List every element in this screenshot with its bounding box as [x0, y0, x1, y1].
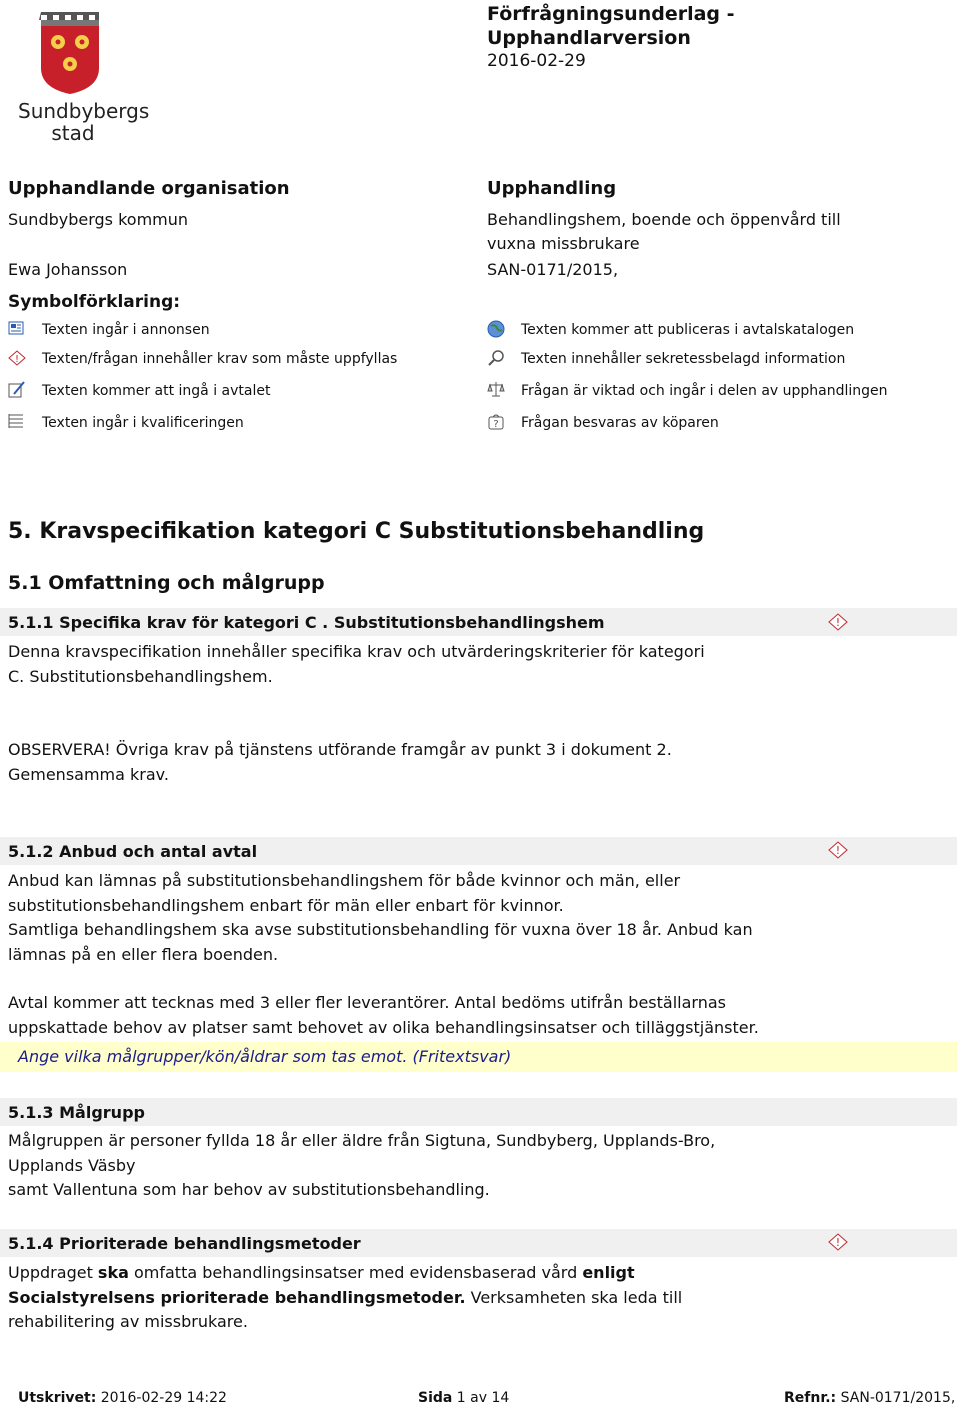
- question-text-5-1-3: Målgruppen är personer fyllda 18 år eller äldre från Sigtuna, Sundbyberg, Upplands-Bro, Upplands Väsby samt Vallentuna som har behov av substitutionsbehandling.: [8, 1131, 716, 1199]
- svg-text:!: !: [835, 844, 841, 857]
- legend-item-confidential: Texten innehåller sekretessbelagd information: [521, 351, 846, 367]
- requirement-warning-icon: [8, 350, 26, 366]
- magnifier-confidential-icon: [487, 349, 505, 367]
- procurement-ref: SAN-0171/2015,: [487, 260, 619, 279]
- question-text-5-1-4: Uppdraget ska omfatta behandlingsinsatser med evidensbaserad vård enligt Socialstyrelsens prioriterade behandlingsmetoder. Verksamheten ska leda till rehabilitering av missbrukare.: [8, 1263, 683, 1331]
- answer-prompt-5-1-2: Ange vilka målgrupper/kön/åldrar som tas emot. (Fritextsvar): [18, 1047, 512, 1066]
- org-heading: Upphandlande organisation: [8, 178, 290, 199]
- legend-item-contract: Texten kommer att ingå i avtalet: [42, 383, 271, 399]
- question-note-5-1-1: OBSERVERA! Övriga krav på tjänstens utförande framgår av punkt 3 i dokument 2. Gemensamma krav.: [8, 740, 672, 784]
- requirement-warning-icon: [828, 1233, 848, 1251]
- globe-catalog-icon: [487, 320, 505, 338]
- org-name: Sundbybergs kommun: [8, 210, 189, 229]
- coat-of-arms-icon: [8, 2, 133, 97]
- scales-weighted-icon: [487, 380, 505, 398]
- logo-name-line1: Sundbybergs: [18, 99, 150, 123]
- svg-text:!: !: [14, 354, 20, 365]
- svg-text:!: !: [835, 616, 841, 629]
- qualification-list-icon: [8, 413, 24, 429]
- buyer-answer-icon: [487, 413, 505, 431]
- procurement-name: Behandlingshem, boende och öppenvård till vuxna missbrukare: [487, 210, 841, 253]
- legend-item-requirement: Texten/frågan innehåller krav som måste uppfyllas: [42, 351, 398, 367]
- footer-page: Sida 1 av 14: [418, 1390, 510, 1406]
- question-text-5-1-1: Denna kravspecifikation innehåller specifika krav och utvärderingskriterier för kategori C. Substitutionsbehandlingshem.: [8, 642, 705, 686]
- question-title-5-1-1: 5.1.1 Specifika krav för kategori C . Substitutionsbehandlingshem: [8, 613, 605, 632]
- footer-printed: Utskrivet: 2016-02-29 14:22: [18, 1390, 227, 1406]
- question-title-5-1-3: 5.1.3 Målgrupp: [8, 1103, 145, 1122]
- question-text-5-1-2: Anbud kan lämnas på substitutionsbehandlingshem för både kvinnor och män, eller substitutionsbehandlingshem enbart för män eller enbart för kvinnor. Samtliga behandlingshem ska avse substitutionsbehandling för vuxna över 18 år. Anbud kan lämnas på en eller flera boenden.: [8, 871, 753, 964]
- requirement-warning-icon: [828, 841, 848, 859]
- footer-ref: Refnr.: SAN-0171/2015,: [784, 1390, 956, 1406]
- contract-pen-icon: [8, 380, 26, 398]
- question-text2-5-1-2: Avtal kommer att tecknas med 3 eller fler leverantörer. Antal bedöms utifrån beställarnas uppskattade behov av platser samt behovet av olika behandlingsinsatser och tilläggstjänster.: [8, 993, 759, 1037]
- announcement-icon: [8, 320, 24, 336]
- legend-item-buyer: Frågan besvaras av köparen: [521, 415, 719, 431]
- svg-text:?: ?: [493, 419, 499, 430]
- procurement-heading: Upphandling: [487, 178, 617, 199]
- logo-name-line2: stad: [51, 121, 95, 145]
- document-date: 2016-02-29: [487, 51, 586, 71]
- legend-item-announcement: Texten ingår i annonsen: [42, 322, 210, 338]
- document-title: Förfrågningsunderlag - Upphandlarversion: [487, 3, 735, 49]
- requirement-warning-icon: [828, 613, 848, 631]
- section-title: 5. Kravspecifikation kategori C Substitutionsbehandling: [8, 519, 705, 544]
- svg-text:!: !: [835, 1236, 841, 1249]
- legend-item-weighted: Frågan är viktad och ingår i delen av upphandlingen: [521, 383, 888, 399]
- question-title-5-1-4: 5.1.4 Prioriterade behandlingsmetoder: [8, 1234, 361, 1253]
- subsection-title: 5.1 Omfattning och målgrupp: [8, 572, 325, 594]
- legend-heading: Symbolförklaring:: [8, 292, 181, 312]
- question-title-5-1-2: 5.1.2 Anbud och antal avtal: [8, 842, 258, 861]
- org-contact: Ewa Johansson: [8, 260, 128, 279]
- legend-item-qualification: Texten ingår i kvalificeringen: [42, 415, 244, 431]
- legend-item-catalog: Texten kommer att publiceras i avtalskatalogen: [521, 322, 855, 338]
- sundbyberg-logo: [8, 2, 150, 145]
